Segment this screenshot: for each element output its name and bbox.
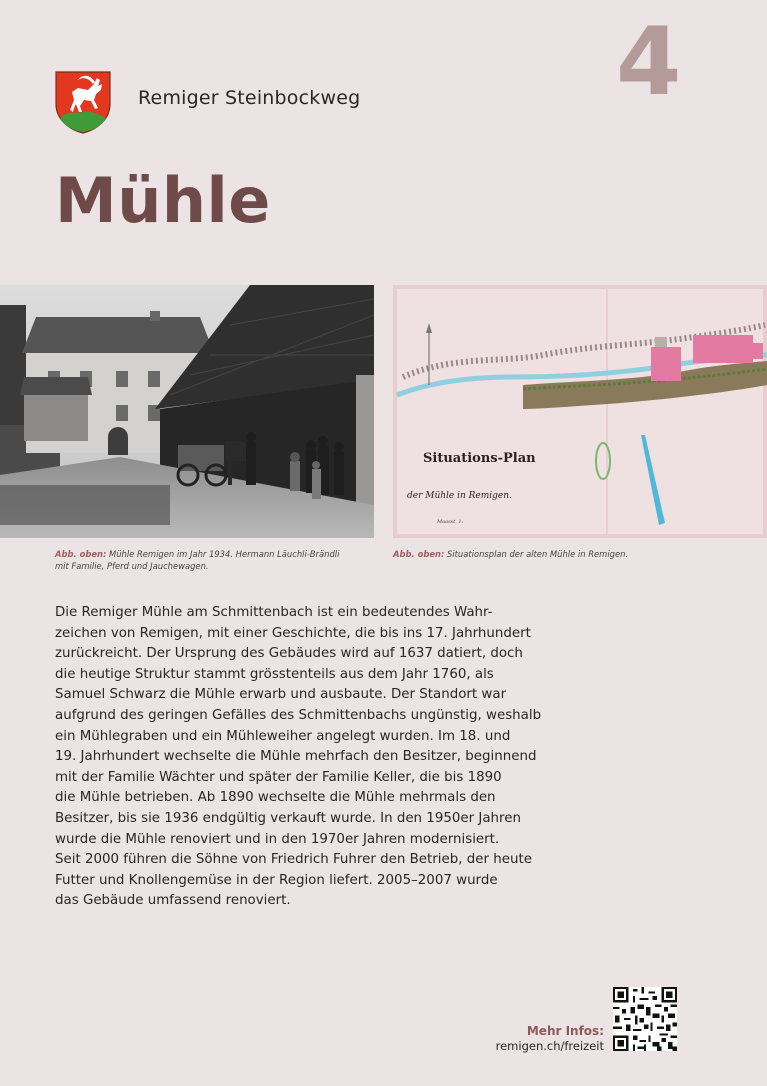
- station-number: 4: [616, 8, 682, 117]
- body-text: [55, 603, 595, 912]
- page-title: Mühle: [55, 164, 271, 237]
- caption-text: Situationsplan der alten Mühle in Remigen.: [444, 549, 629, 559]
- caption-label: Abb. oben:: [393, 549, 445, 559]
- body-line: aufgrund des geringen Gefälles des Schmittenbachs ungünstig, weshalb: [55, 707, 542, 723]
- caption-text: mit Familie, Pferd und Jauchewagen.: [55, 561, 209, 571]
- body-line: Die Remiger Mühle am Schmittenbach ist ein bedeutendes Wahr-: [55, 605, 493, 620]
- body-line: Besitzer, bis sie 1936 endgültig verkauft wurde. In den 1950er Jahren: [55, 810, 521, 826]
- body-line: ein Mühlegraben und ein Mühleweiher angelegt wurden. Im 18. und: [55, 728, 511, 744]
- qr-code-icon[interactable]: [613, 987, 677, 1051]
- plan-caption: [393, 548, 723, 560]
- body-line: Samuel Schwarz die Mühle erwarb und ausbaute. Der Standort war: [55, 687, 507, 703]
- plan-subtitle: der Mühle in Remigen.: [407, 491, 512, 501]
- plan-title: Situations-Plan: [423, 451, 536, 466]
- caption-label: Abb. oben:: [55, 549, 107, 559]
- trail-name: Remiger Steinbockweg: [138, 87, 361, 109]
- body-line: Futter und Knollengemüse in der Region liefert. 2005–2007 wurde: [55, 872, 498, 888]
- ibex-coat-of-arms-icon: [54, 70, 112, 134]
- body-line: zeichen von Remigen, mit einer Geschichte, die bis ins 17. Jahrhundert: [55, 625, 531, 641]
- body-line: die heutige Struktur stammt grösstenteils aus dem Jahr 1760, als: [55, 666, 494, 682]
- body-line: zurückreicht. Der Ursprung des Gebäudes wird auf 1637 datiert, doch: [55, 646, 523, 662]
- historic-mill-photo: [0, 285, 374, 538]
- body-line: Seit 2000 führen die Söhne von Friedrich Fuhrer den Betrieb, der heute: [55, 852, 532, 868]
- body-line: mit der Familie Wächter und später der Familie Keller, die bis 1890: [55, 769, 502, 785]
- body-line: wurde die Mühle renoviert und in den 1970er Jahren modernisiert.: [55, 831, 500, 847]
- body-line: das Gebäude umfassend renoviert.: [55, 893, 291, 909]
- more-info-label: Mehr Infos:: [526, 1024, 604, 1038]
- body-line: 19. Jahrhundert wechselte die Mühle mehrfach den Besitzer, beginnend: [55, 749, 537, 765]
- body-line: die Mühle betrieben. Ab 1890 wechselte die Mühle mehrmals den: [55, 790, 496, 806]
- more-info-url[interactable]: remigen.ch/freizeit: [495, 1039, 604, 1053]
- photo-caption: [55, 548, 375, 572]
- caption-text: Mühle Remigen im Jahr 1934. Hermann Läuchli-Brändli: [106, 549, 340, 559]
- site-plan-map: [393, 285, 767, 538]
- plan-scale: Maasst. 1:: [437, 519, 464, 525]
